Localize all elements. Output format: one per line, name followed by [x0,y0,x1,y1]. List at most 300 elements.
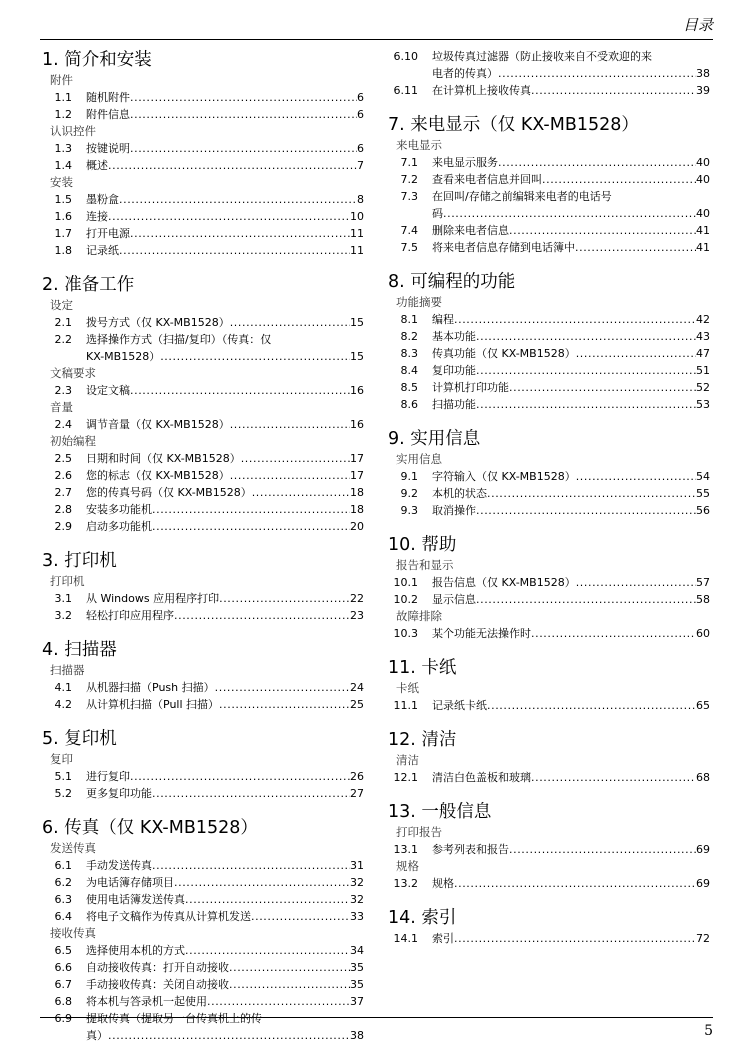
toc-section [388,728,710,786]
entry-body [432,697,710,714]
entry-line [86,518,364,535]
entry-line [432,48,710,65]
entry-line [432,485,710,502]
entry-page-number: 40 [696,156,710,169]
entry-page-number: 42 [696,313,710,326]
entry-title: 您的标志（仅 KX-MB1528） [86,469,230,482]
toc-entry[interactable] [388,485,710,502]
dot-leader [185,891,350,908]
entry-page-number: 52 [696,381,710,394]
section-number: 9. [388,429,405,449]
toc-entry[interactable] [42,607,364,624]
section-title-text: 一般信息 [421,802,492,822]
toc-entry[interactable] [42,450,364,467]
dot-leader [230,314,350,331]
entry-page-number: 18 [350,503,364,516]
entry-page-number: 8 [357,193,364,206]
toc-entry[interactable] [388,930,710,947]
entry-page-number: 17 [350,452,364,465]
entry-number: 2.6 [54,469,72,482]
toc-entry[interactable] [388,625,710,642]
entry-number: 8.4 [400,364,418,377]
entry-line [86,467,364,484]
entry-title: 编程 [432,313,454,326]
entry-title: 取消操作 [432,504,476,517]
dot-leader [152,785,350,802]
toc-section [388,113,710,256]
entry-number: 6.10 [393,50,418,63]
entry-line [86,696,364,713]
subsection-heading: 规格 [396,859,419,873]
entry-page-number: 7 [357,159,364,172]
entry-line [86,382,364,399]
entry-page-number: 51 [696,364,710,377]
toc-entry[interactable] [42,857,364,874]
entry-line [86,857,364,874]
section-title [388,533,710,557]
entry-page-number: 27 [350,787,364,800]
section-title [42,48,364,72]
entry-title: 计算机打印功能 [432,381,509,394]
toc-entry[interactable] [42,242,364,259]
section-title [388,800,710,824]
entry-line [432,697,710,714]
toc-section [388,800,710,892]
dot-leader [252,484,350,501]
entry-number: 8.3 [400,347,418,360]
toc-entry[interactable] [388,697,710,714]
entry-number: 2.1 [54,316,72,329]
entry-line [432,591,710,608]
entry-body [86,382,364,399]
entry-number: 7.4 [400,224,418,237]
entry-title: 查看来电者信息并回叫 [432,173,542,186]
entry-title: 按键说明 [86,142,130,155]
section-title [388,270,710,294]
entry-page-number: 26 [350,770,364,783]
subsection-heading: 卡纸 [396,681,419,695]
toc-entry[interactable] [388,171,710,188]
entry-title: 字符输入（仅 KX-MB1528） [432,470,576,483]
toc-entry[interactable] [42,768,364,785]
entry-line [86,106,364,123]
entry-page-number: 24 [350,681,364,694]
entry-number: 8.5 [400,381,418,394]
toc-entry[interactable] [42,679,364,696]
entry-line [86,908,364,925]
dot-leader [215,679,350,696]
entry-line [432,328,710,345]
toc-entry[interactable] [42,467,364,484]
entry-number: 8.6 [400,398,418,411]
toc-entry[interactable] [388,362,710,379]
subsection-heading: 打印机 [50,574,85,588]
entry-title: 从 Windows 应用程序打印 [86,592,220,605]
section-number: 10. [388,535,416,555]
entry-page-number: 17 [350,469,364,482]
entry-line [86,993,364,1010]
toc-entry[interactable] [388,841,710,858]
entry-body [432,930,710,947]
entry-line [432,82,710,99]
toc-entry[interactable] [388,154,710,171]
entry-body [86,959,364,976]
entry-body [86,518,364,535]
entry-body [432,345,710,362]
entry-line [86,484,364,501]
toc-section [42,816,364,1044]
entry-page-number: 41 [696,241,710,254]
dot-leader [152,501,350,518]
dot-leader [476,328,696,345]
toc-entry[interactable] [42,696,364,713]
entry-number: 9.1 [400,470,418,483]
entry-page-number: 41 [696,224,710,237]
subsection-heading: 初始编程 [50,434,96,448]
entry-line [86,157,364,174]
entry-page-number: 43 [696,330,710,343]
section-title-text: 复印机 [64,729,117,749]
entry-body [86,157,364,174]
toc-section [388,270,710,413]
dot-leader [251,908,350,925]
toc-entry[interactable] [42,942,364,959]
dot-leader [509,222,696,239]
entry-line [86,679,364,696]
toc-entry[interactable] [42,314,364,331]
subsection-heading: 附件 [50,73,73,87]
entry-page-number: 25 [350,698,364,711]
entry-body [86,140,364,157]
entry-title: KX-MB1528） [86,350,161,363]
entry-line [86,942,364,959]
dot-leader [130,382,350,399]
entry-title: 在计算机上接收传真 [432,84,531,97]
section-title-text: 卡纸 [421,658,457,678]
entry-title: 索引 [432,932,454,945]
entry-title: 使用电话簿发送传真 [86,893,185,906]
entry-number: 2.5 [54,452,72,465]
subsection-heading: 来电显示 [396,138,442,152]
entry-title: 记录纸卡纸 [432,699,487,712]
toc-entry[interactable] [388,769,710,786]
entry-body [86,467,364,484]
entry-number: 2.2 [54,333,72,346]
entry-page-number: 40 [696,207,710,220]
dot-leader [576,345,696,362]
entry-number: 1.3 [54,142,72,155]
toc-entry[interactable] [388,574,710,591]
entry-title: 记录纸 [86,244,119,257]
entry-page-number: 47 [696,347,710,360]
entry-title: 参考列表和报告 [432,843,509,856]
section-title-text: 可编程的功能 [410,272,516,292]
entry-title: 概述 [86,159,108,172]
entry-title: 更多复印功能 [86,787,152,800]
section-number: 5. [42,729,59,749]
entry-number: 7.1 [400,156,418,169]
entry-line [432,841,710,858]
entry-body [86,1010,364,1044]
entry-body [86,768,364,785]
section-title [42,273,364,297]
toc-entry[interactable] [388,328,710,345]
entry-number: 6.6 [54,961,72,974]
entry-body [432,188,710,222]
section-title [388,656,710,680]
entry-body [432,379,710,396]
dot-leader [229,959,350,976]
entry-title: 提取传真（提取另一台传真机上的传 [86,1012,262,1025]
entry-body [432,625,710,642]
section-title-text: 扫描器 [64,640,117,660]
entry-body [86,942,364,959]
toc-entry[interactable] [42,518,364,535]
entry-line [432,154,710,171]
entry-line [86,1027,364,1044]
subsection-heading: 复印 [50,752,73,766]
entry-title: 设定文稿 [86,384,130,397]
dot-leader [476,502,696,519]
entry-line [86,501,364,518]
entry-page-number: 68 [696,771,710,784]
subsection-heading: 扫描器 [50,663,85,677]
dot-leader [219,590,350,607]
entry-title: 某个功能无法操作时 [432,627,531,640]
entry-number: 1.8 [54,244,72,257]
entry-number: 6.9 [54,1012,72,1025]
entry-title: 将来电者信息存储到电话簿中 [432,241,575,254]
section-title-text: 准备工作 [64,275,135,295]
toc-entry[interactable] [388,502,710,519]
toc-entry[interactable] [42,959,364,976]
toc-section [42,638,364,713]
toc-entry[interactable] [42,191,364,208]
toc-entry[interactable] [42,484,364,501]
entry-line [86,1010,364,1027]
toc-section [42,273,364,535]
toc-entry[interactable] [388,239,710,256]
entry-title: 从计算机扫描（Pull 扫描） [86,698,220,711]
entry-number: 2.4 [54,418,72,431]
subsection-heading: 安装 [50,175,73,189]
entry-page-number: 72 [696,932,710,945]
toc-entry[interactable] [42,1010,364,1044]
dot-leader [152,857,350,874]
toc-entry[interactable] [42,140,364,157]
section-title [388,728,710,752]
entry-title: 显示信息 [432,593,476,606]
entry-body [432,239,710,256]
toc-section [388,906,710,947]
entry-number: 3.2 [54,609,72,622]
entry-page-number: 18 [350,486,364,499]
toc-entry[interactable] [42,89,364,106]
entry-page-number: 31 [350,859,364,872]
entry-page-number: 15 [350,350,364,363]
entry-page-number: 35 [350,961,364,974]
entry-number: 14.1 [393,932,418,945]
dot-leader [230,467,350,484]
entry-body [432,48,710,82]
toc-entry[interactable] [42,993,364,1010]
section-title-text: 帮助 [421,535,457,555]
entry-title: 手动发送传真 [86,859,152,872]
entry-page-number: 10 [350,210,364,223]
section-number: 11. [388,658,416,678]
entry-title: 真） [86,1029,108,1042]
section-number: 7. [388,115,405,135]
dot-leader [229,976,350,993]
toc-entry[interactable] [42,976,364,993]
entry-body [86,225,364,242]
subsection-heading: 实用信息 [396,452,442,466]
toc-entry[interactable] [42,225,364,242]
dot-leader [130,106,357,123]
section-title [42,638,364,662]
toc-entry[interactable] [388,82,710,99]
toc-entry[interactable] [42,157,364,174]
entry-line [432,875,710,892]
entry-line [86,314,364,331]
dot-leader [174,607,350,624]
toc-entry[interactable] [42,382,364,399]
entry-body [86,696,364,713]
entry-number: 6.1 [54,859,72,872]
entry-title: 随机附件 [86,91,130,104]
section-title-text: 打印机 [64,551,117,571]
dot-leader [531,82,696,99]
entry-title: 报告信息（仅 KX-MB1528） [432,576,576,589]
dot-leader [454,311,696,328]
entry-number: 1.7 [54,227,72,240]
dot-leader [476,591,696,608]
section-title [42,816,364,840]
entry-title: 电者的传真） [432,67,498,80]
toc-entry[interactable] [42,416,364,433]
entry-number: 2.3 [54,384,72,397]
toc-entry[interactable] [388,188,710,222]
entry-title: 选择操作方式（扫描/复印）（传真：仅 [86,333,272,346]
section-number: 3. [42,551,59,571]
toc-entry[interactable] [388,345,710,362]
entry-line [86,768,364,785]
toc-entry[interactable] [388,396,710,413]
entry-title: 删除来电者信息 [432,224,509,237]
dot-leader [476,396,696,413]
entry-number: 6.11 [393,84,418,97]
entry-title: 扫描功能 [432,398,476,411]
toc-entry[interactable] [42,908,364,925]
section-title [42,549,364,573]
entry-title: 本机的状态 [432,487,487,500]
section-title [388,906,710,930]
entry-number: 11.1 [393,699,418,712]
subsection-heading: 故障排除 [396,609,442,623]
entry-page-number: 69 [696,843,710,856]
entry-title: 将电子文稿作为传真从计算机发送 [86,910,251,923]
entry-line [86,416,364,433]
subsection-heading: 报告和显示 [396,558,454,572]
header-rule [40,39,713,40]
dot-leader [498,154,696,171]
dot-leader [130,89,357,106]
entry-number: 2.7 [54,486,72,499]
entry-line [432,574,710,591]
entry-line [86,891,364,908]
entry-page-number: 6 [357,142,364,155]
entry-body [86,679,364,696]
entry-page-number: 35 [350,978,364,991]
section-number: 8. [388,272,405,292]
toc-entry[interactable] [42,891,364,908]
toc-entry[interactable] [388,591,710,608]
toc-entry[interactable] [42,590,364,607]
entry-line [432,171,710,188]
dot-leader [509,841,696,858]
entry-number: 1.4 [54,159,72,172]
toc-section [388,427,710,519]
entry-number: 1.1 [54,91,72,104]
entry-body [432,875,710,892]
entry-body [86,89,364,106]
entry-title: 从机器扫描（Push 扫描） [86,681,215,694]
toc-entry[interactable] [42,785,364,802]
entry-body [432,502,710,519]
dot-leader [476,362,696,379]
entry-number: 6.8 [54,995,72,1008]
toc-entry[interactable] [388,379,710,396]
toc-entry[interactable] [42,106,364,123]
entry-number: 7.5 [400,241,418,254]
toc-entry[interactable] [388,48,710,82]
toc-entry[interactable] [42,501,364,518]
subsection-heading: 认识控件 [50,124,96,138]
entry-number: 4.2 [54,698,72,711]
toc-entry[interactable] [388,311,710,328]
toc-entry[interactable] [388,468,710,485]
entry-page-number: 32 [350,876,364,889]
entry-line [432,930,710,947]
toc-entry[interactable] [42,874,364,891]
toc-entry[interactable] [388,875,710,892]
page-header-title: 目录 [682,16,713,34]
entry-title: 选择使用本机的方式 [86,944,185,957]
section-number: 2. [42,275,59,295]
entry-title: 您的传真号码（仅 KX-MB1528） [86,486,252,499]
entry-body [432,769,710,786]
entry-title: 附件信息 [86,108,130,121]
dot-leader [454,930,696,947]
entry-line [86,140,364,157]
entry-number: 10.1 [393,576,418,589]
dot-leader [241,450,350,467]
toc-entry[interactable] [388,222,710,239]
entry-page-number: 32 [350,893,364,906]
toc-entry[interactable] [42,208,364,225]
entry-title: 连接 [86,210,108,223]
entry-line [432,625,710,642]
section-number: 14. [388,908,416,928]
dot-leader [576,574,696,591]
entry-line [86,242,364,259]
entry-line [86,874,364,891]
subsection-heading: 音量 [50,400,73,414]
dot-leader [498,65,696,82]
entry-page-number: 22 [350,592,364,605]
toc-entry[interactable] [42,331,364,365]
toc-section [42,727,364,802]
